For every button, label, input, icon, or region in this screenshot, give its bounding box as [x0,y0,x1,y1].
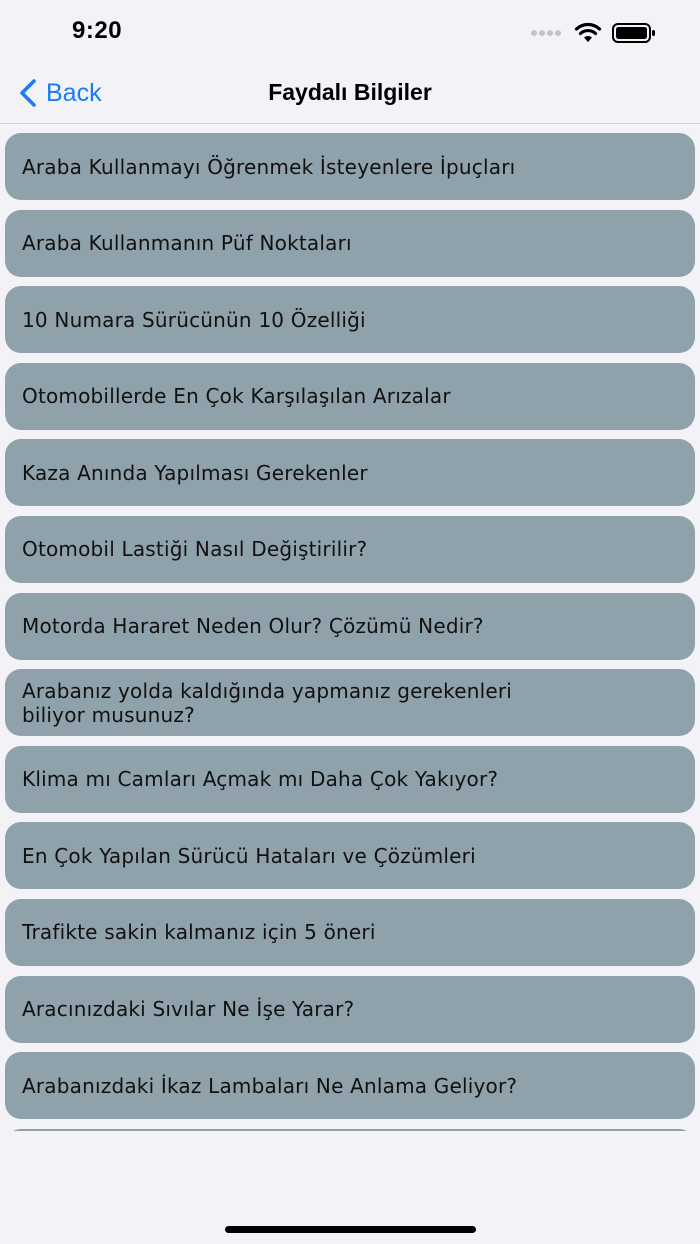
status-bar [0,0,700,62]
list-item-label: Klima mı Camları Açmak mı Daha Çok Yakıyor? [22,767,499,792]
list-item-label: En Çok Yapılan Sürücü Hataları ve Çözümleri [22,843,476,868]
list-item-label: Otomobil Lastiği Nasıl Değiştirilir? [22,537,368,562]
list-item-label: Trafikte sakin kalmanız için 5 öneri [22,920,376,945]
info-list[interactable] [5,133,695,1131]
list-item-partial[interactable] [5,1129,695,1131]
list-item[interactable] [5,439,695,506]
signal-dots-icon [530,29,564,37]
list-item-label: Aracınızdaki Sıvılar Ne İşe Yarar? [22,997,355,1022]
list-item-label: Kaza Anında Yapılması Gerekenler [22,460,368,485]
list-item-label: Arabanız yolda kaldığında yapmanız gerekenleri biliyor musunuz? [22,678,513,727]
list-item[interactable] [5,363,695,430]
status-time: 9:20 [72,17,123,44]
back-label: Back [46,78,102,107]
list-item[interactable] [5,1052,695,1119]
list-item[interactable] [5,976,695,1043]
list-item[interactable] [5,210,695,277]
home-indicator[interactable] [225,1226,476,1233]
list-item-label: Motorda Hararet Neden Olur? Çözümü Nedir? [22,614,484,639]
list-item[interactable] [5,822,695,889]
list-item[interactable] [5,669,695,736]
list-item-label: Araba Kullanmanın Püf Noktaları [22,231,352,256]
list-item[interactable] [5,286,695,353]
battery-icon [612,23,656,43]
status-icons [530,22,656,44]
list-item[interactable] [5,516,695,583]
page-title: Faydalı Bilgiler [268,79,432,105]
list-item[interactable] [5,746,695,813]
list-item[interactable] [5,593,695,660]
list-item[interactable] [5,133,695,200]
list-item-label: Otomobillerde En Çok Karşılaşılan Arızalar [22,384,451,409]
list-item-label: 10 Numara Sürücünün 10 Özelliği [22,307,366,332]
wifi-icon [574,22,602,44]
navigation-bar [0,62,700,124]
list-item[interactable] [5,899,695,966]
list-item-label: Araba Kullanmayı Öğrenmek İsteyenlere İpuçları [22,154,516,179]
list-item-label: Arabanızdaki İkaz Lambaları Ne Anlama Geliyor? [22,1073,518,1098]
